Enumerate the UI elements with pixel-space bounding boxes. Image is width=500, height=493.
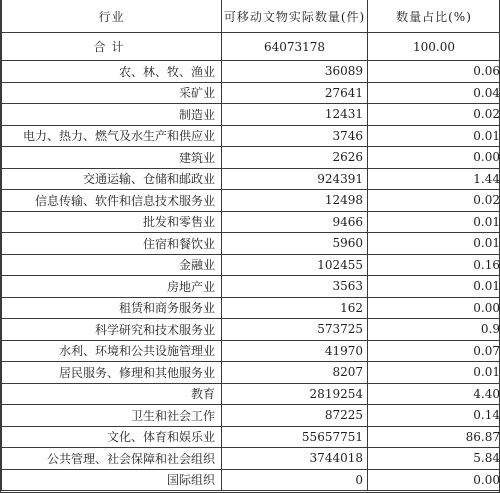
- row-industry: 居民服务、修理和其他服务业: [2, 362, 222, 384]
- row-share: 0.01: [368, 125, 500, 147]
- total-label: 合计: [2, 33, 222, 61]
- row-share: 0.04: [368, 82, 500, 104]
- table-row: [2, 254, 500, 276]
- row-share: 0.01: [368, 233, 500, 255]
- row-count: 3563: [222, 276, 368, 298]
- table-row: [2, 469, 500, 491]
- row-industry: 制造业: [2, 104, 222, 126]
- row-share: 1.44: [368, 168, 500, 190]
- table-row: [2, 319, 500, 341]
- row-share: 5.84: [368, 448, 500, 470]
- row-count: 5960: [222, 233, 368, 255]
- row-count: 87225: [222, 405, 368, 427]
- table-row: [2, 61, 500, 83]
- row-count: 2626: [222, 147, 368, 169]
- row-industry: 住宿和餐饮业: [2, 233, 222, 255]
- row-industry: 房地产业: [2, 276, 222, 298]
- row-industry: 金融业: [2, 254, 222, 276]
- row-count: 36089: [222, 61, 368, 83]
- header-industry: 行业: [2, 0, 222, 33]
- row-industry: 电力、热力、燃气及水生产和供应业: [2, 125, 222, 147]
- table-row: [2, 104, 500, 126]
- header-count: 可移动文物实际数量(件): [222, 0, 368, 33]
- row-industry: 批发和零售业: [2, 211, 222, 233]
- row-count: 27641: [222, 82, 368, 104]
- row-count: 102455: [222, 254, 368, 276]
- table-row: [2, 125, 500, 147]
- row-industry: 文化、体育和娱乐业: [2, 426, 222, 448]
- table-row: [2, 211, 500, 233]
- row-industry: 建筑业: [2, 147, 222, 169]
- row-count: 9466: [222, 211, 368, 233]
- row-share: 0.02: [368, 104, 500, 126]
- row-share: 0.00: [368, 147, 500, 169]
- row-industry: 信息传输、软件和信息技术服务业: [2, 190, 222, 212]
- row-count: 55657751: [222, 426, 368, 448]
- row-industry: 科学研究和技术服务业: [2, 319, 222, 341]
- row-count: 8207: [222, 362, 368, 384]
- table-row: [2, 190, 500, 212]
- row-count: 162: [222, 297, 368, 319]
- row-industry: 采矿业: [2, 82, 222, 104]
- row-industry: 公共管理、社会保障和社会组织: [2, 448, 222, 470]
- row-industry: 水利、环境和公共设施管理业: [2, 340, 222, 362]
- table-row: [2, 147, 500, 169]
- row-industry: 农、林、牧、渔业: [2, 61, 222, 83]
- row-count: 12498: [222, 190, 368, 212]
- header-share: 数量占比(%): [368, 0, 500, 33]
- row-count: 3744018: [222, 448, 368, 470]
- table-row: [2, 383, 500, 405]
- header-row: [2, 0, 500, 33]
- row-count: 924391: [222, 168, 368, 190]
- row-industry: 卫生和社会工作: [2, 405, 222, 427]
- row-industry: 租赁和商务服务业: [2, 297, 222, 319]
- table-row: [2, 168, 500, 190]
- row-share: 0.16: [368, 254, 500, 276]
- table-row: [2, 340, 500, 362]
- table-row: [2, 82, 500, 104]
- row-share: 0.07: [368, 340, 500, 362]
- total-row: [2, 33, 500, 61]
- table-row: [2, 405, 500, 427]
- row-industry: 国际组织: [2, 469, 222, 491]
- row-share: 0.01: [368, 211, 500, 233]
- row-share: 86.87: [368, 426, 500, 448]
- row-share: 4.40: [368, 383, 500, 405]
- table-row: [2, 362, 500, 384]
- row-industry: 教育: [2, 383, 222, 405]
- row-count: 3746: [222, 125, 368, 147]
- table-row: [2, 233, 500, 255]
- row-share: 0.9: [368, 319, 500, 341]
- row-share: 0.14: [368, 405, 500, 427]
- row-count: 12431: [222, 104, 368, 126]
- total-share: 100.00: [368, 33, 500, 61]
- row-share: 0.00: [368, 297, 500, 319]
- row-count: 573725: [222, 319, 368, 341]
- table-row: [2, 276, 500, 298]
- table-row: [2, 448, 500, 470]
- row-industry: 交通运输、仓储和邮政业: [2, 168, 222, 190]
- row-count: 41970: [222, 340, 368, 362]
- row-share: 0.06: [368, 61, 500, 83]
- row-count: 0: [222, 469, 368, 491]
- industry-artifact-table: [1, 0, 500, 491]
- table-row: [2, 297, 500, 319]
- table-row: [2, 426, 500, 448]
- total-count: 64073178: [222, 33, 368, 61]
- row-share: 0.00: [368, 469, 500, 491]
- row-count: 2819254: [222, 383, 368, 405]
- row-share: 0.01: [368, 276, 500, 298]
- row-share: 0.02: [368, 190, 500, 212]
- row-share: 0.01: [368, 362, 500, 384]
